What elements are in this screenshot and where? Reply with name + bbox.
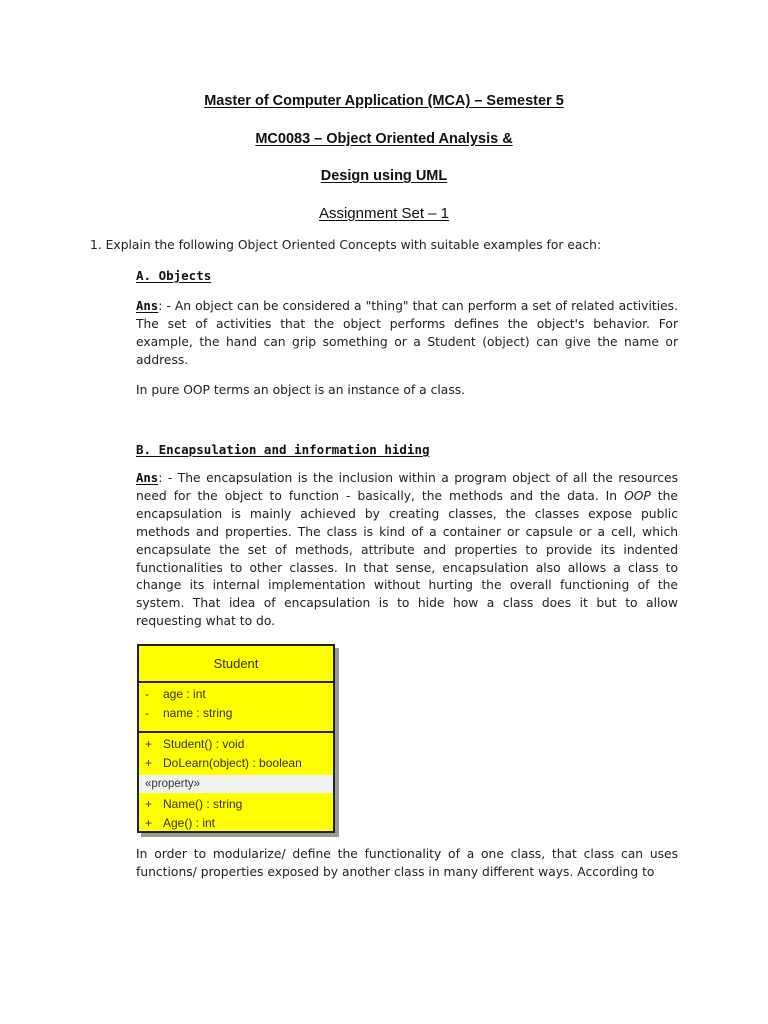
uml-attribute-row	[139, 685, 333, 704]
uml-attribute: name : string	[163, 706, 233, 720]
assignment-set-title: Assignment Set – 1	[318, 205, 450, 222]
oop-term: OOP	[624, 488, 651, 503]
uml-operation-row	[139, 735, 333, 754]
section-a-answer-text: : - An object can be considered a "thing" that can perform a set of related activities. The set of activities that the object performs defines the object's behavior. For example, the hand can grip something or a Student (object) can give the name or address.	[136, 299, 678, 367]
closing-paragraph: In order to modularize/ define the functionality of a one class, that class can uses functions/ properties exposed by another class in many different ways. According to	[136, 847, 678, 879]
section-a-answer	[136, 298, 678, 370]
section-b-heading: B. Encapsulation and information hiding	[136, 442, 430, 457]
section-a-paragraph-2: In pure OOP terms an object is an instance of a class.	[136, 383, 466, 397]
uml-stereotype: «property»	[139, 775, 333, 793]
visibility-marker: -	[145, 706, 149, 720]
visibility-marker: +	[145, 737, 153, 751]
uml-property: Name() : string	[163, 797, 243, 811]
uml-operations-compartment	[139, 733, 333, 833]
visibility-marker: +	[145, 797, 153, 811]
section-b-answer	[136, 470, 678, 631]
course-code-title: MC0083 – Object Oriented Analysis &	[255, 131, 513, 147]
uml-attribute: age : int	[163, 687, 206, 701]
section-b-answer-text-1: : - The encapsulation is the inclusion within a program object of all the resources need for the object to function - basically, the methods and the data. In	[136, 471, 678, 503]
visibility-marker: +	[145, 816, 153, 830]
answer-label: Ans	[136, 471, 159, 485]
uml-class-diagram	[137, 644, 335, 833]
uml-property: Age() : int	[163, 816, 216, 830]
section-a-heading: A. Objects	[136, 268, 212, 283]
answer-label: Ans	[136, 299, 159, 313]
question-1: 1. Explain the following Object Oriented Concepts with suitable examples for each:	[90, 238, 602, 252]
uml-operation-row	[139, 754, 333, 773]
visibility-marker: -	[145, 687, 149, 701]
uml-attributes-compartment	[139, 683, 333, 733]
uml-attribute-row	[139, 704, 333, 723]
uml-class-name: Student	[139, 646, 333, 683]
uml-operation: DoLearn(object) : boolean	[163, 756, 302, 770]
uml-property-row	[139, 814, 333, 833]
document-title: Master of Computer Application (MCA) – Semester 5	[204, 93, 564, 109]
uml-property-row	[139, 795, 333, 814]
course-subtitle: Design using UML	[320, 168, 448, 184]
uml-operation: Student() : void	[163, 737, 245, 751]
visibility-marker: +	[145, 756, 153, 770]
section-b-answer-text-2: the encapsulation is mainly achieved by creating classes, the classes expose public methods and properties. The class is kind of a container or capsule or a cell, which encapsulate the set of methods, attribute and properties to provide its indented functionalities to other classes. In that sense, encapsulation also allows a class to change its internal implementation without hurting the overall functioning of the system. That idea of encapsulation is to hide how a class does it but to allow requesting what to do.	[136, 488, 678, 629]
